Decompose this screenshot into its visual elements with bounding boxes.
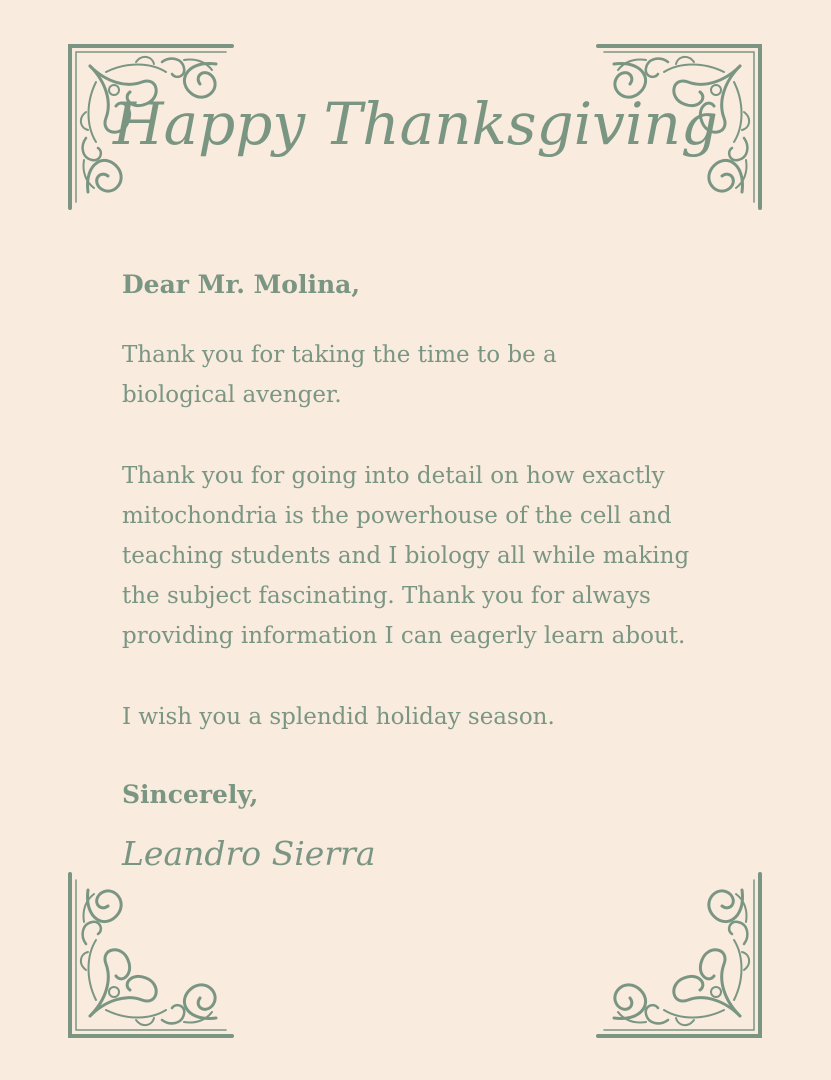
letter-paragraph: Thank you for going into detail on how exactly mitochondria is the powerhouse of the cell and teaching students and I biology all while making the subject fascinating. Thank you for always providing information I can eagerly learn about. [122, 463, 690, 649]
flourish-corner-icon [594, 870, 764, 1040]
letter-signature: Leandro Sierra [122, 834, 376, 873]
letter-paragraph: Thank you for taking the time to be a biological avenger. [122, 342, 557, 408]
corner-ornament-bottom-left [66, 870, 236, 1040]
letter-closing: Sincerely, [122, 780, 259, 809]
letter-greeting: Dear Mr. Molina, [122, 270, 361, 299]
corner-ornament-bottom-right [594, 870, 764, 1040]
letter-title: Happy Thanksgiving [113, 90, 718, 158]
letter-paragraph: I wish you a splendid holiday season. [122, 704, 555, 730]
flourish-corner-icon [66, 870, 236, 1040]
